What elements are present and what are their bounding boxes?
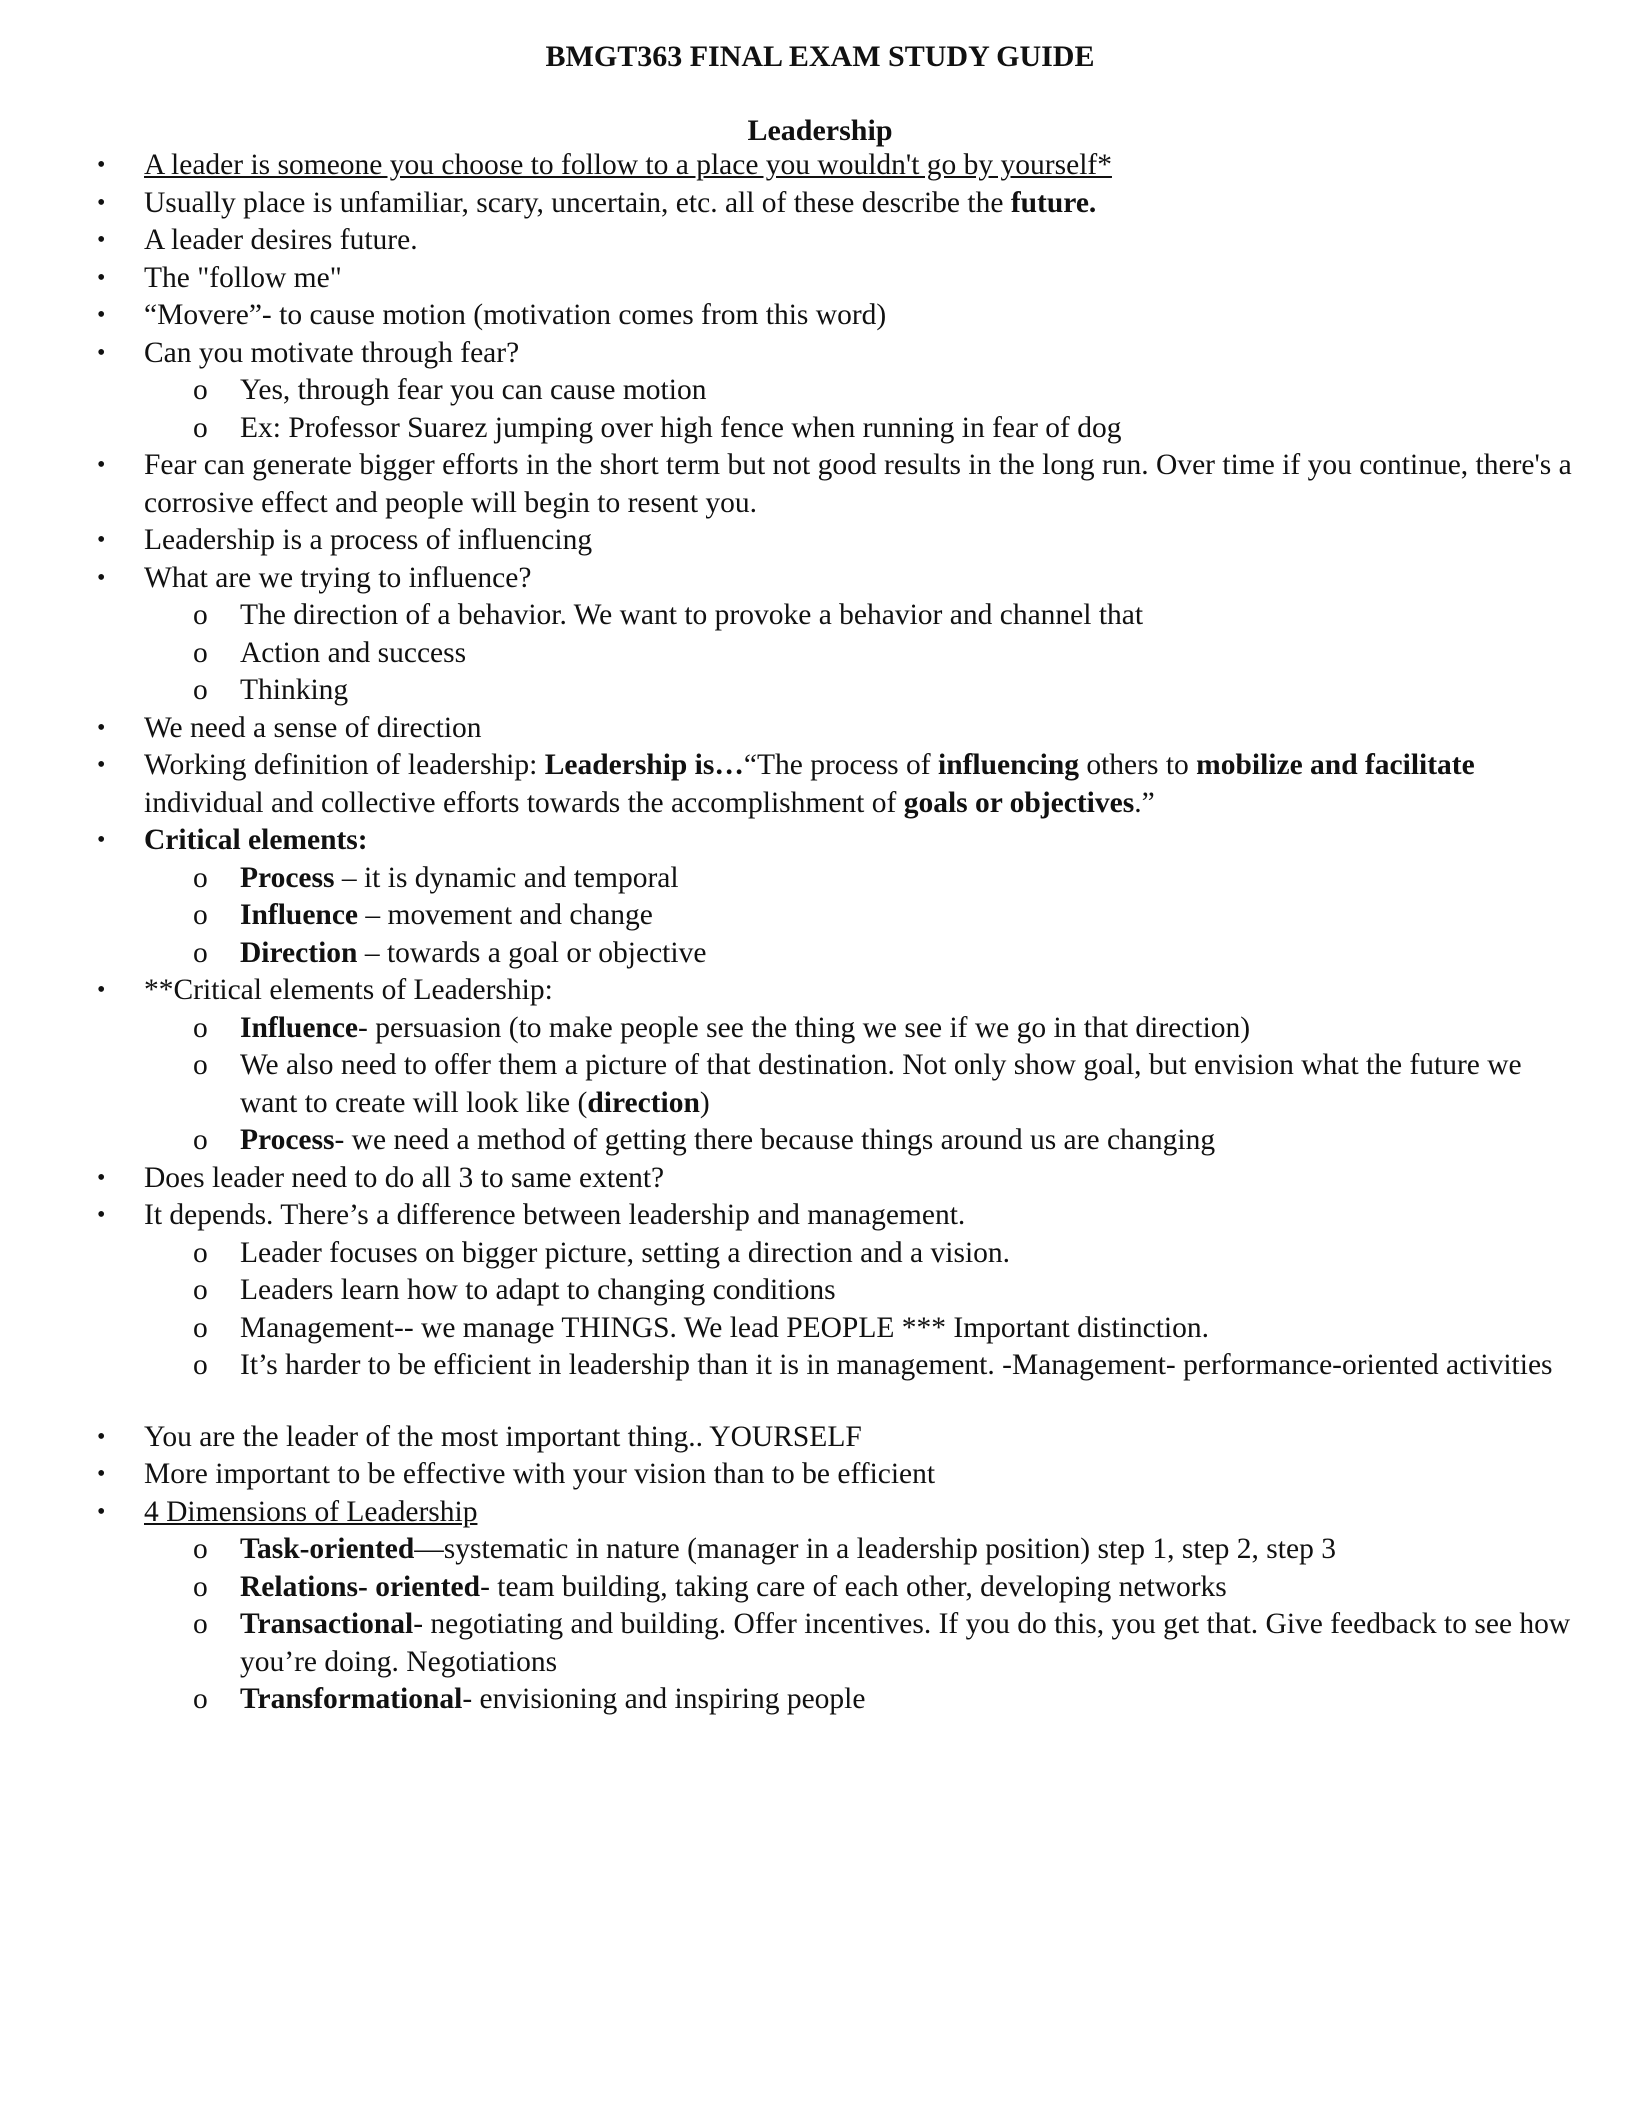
bullet-icon: • [97, 1202, 106, 1228]
bold-text: Direction [240, 936, 358, 969]
bullet-icon: • [97, 152, 106, 178]
bold-text: Process [240, 1124, 335, 1156]
item-text [144, 1458, 935, 1490]
text-run: – towards a goal or objective [357, 936, 707, 969]
document-title: BMGT363 FINAL EXAM STUDY GUIDE [545, 40, 1095, 73]
bold-text: Relations- oriented [240, 1570, 481, 1603]
text-run: It’s harder to be efficient in leadership than it is in management. -Management- performance-oriented activities [240, 1349, 1553, 1381]
text-run: A leader desires future. [144, 224, 418, 256]
item-text [240, 412, 1122, 444]
item-text [240, 1349, 1553, 1381]
text-run: – it is dynamic and temporal [334, 861, 679, 894]
bullet-item [0, 335, 1640, 373]
sub-bullet-item [0, 1531, 1640, 1569]
text-run: Yes, through fear you can cause motion [240, 374, 707, 406]
text-run: Ex: Professor Suarez jumping over high fence when running in fear of dog [240, 411, 1122, 444]
item-text [240, 1124, 1215, 1156]
sub-bullet-item [0, 372, 1640, 410]
sub-bullet-item [0, 1681, 1640, 1719]
sub-bullet-icon: o [193, 1533, 208, 1565]
sub-bullet-icon: o [193, 1124, 208, 1156]
item-text [240, 1608, 1570, 1678]
text-run: It depends. There’s a difference between leadership and management. [144, 1199, 966, 1231]
bullet-icon: • [97, 264, 106, 291]
sub-bullet-item [0, 597, 1640, 635]
text-run: others to [1078, 749, 1197, 781]
sub-bullet-icon: o [193, 411, 208, 444]
bold-text: Transactional [240, 1608, 414, 1640]
bold-text: Transformational [240, 1683, 463, 1715]
item-text [144, 562, 531, 594]
bullet-icon: • [97, 827, 106, 853]
sub-bullet-icon: o [193, 1011, 208, 1044]
bullet-item [0, 1197, 1640, 1235]
item-text [144, 149, 1112, 181]
bold-text: Process [240, 861, 335, 894]
sub-bullet-icon: o [193, 1274, 208, 1306]
bold-text: Leadership is… [544, 749, 744, 781]
text-run: We need a sense of direction [144, 711, 482, 744]
bullet-icon: • [97, 339, 106, 366]
sub-bullet-item [0, 1047, 1640, 1122]
item-text [144, 262, 342, 294]
bold-text: Critical elements: [144, 824, 368, 856]
sub-bullet-icon: o [193, 1608, 208, 1640]
bullet-icon: • [97, 1498, 106, 1525]
item-text [240, 1012, 1250, 1044]
sub-bullet-item [0, 1606, 1640, 1681]
bold-text: Influence [240, 1011, 358, 1044]
item-text [240, 674, 348, 706]
text-run: Thinking [240, 674, 349, 706]
text-run: – movement and change [358, 899, 653, 931]
text-run: “The process of [743, 749, 938, 781]
bullet-icon: • [97, 714, 106, 741]
bullet-icon: • [97, 189, 106, 216]
bullet-item [0, 222, 1640, 260]
item-text [240, 937, 706, 969]
item-text [240, 899, 653, 931]
sub-bullet-icon: o [193, 1349, 208, 1381]
item-text [144, 1199, 965, 1231]
text-run: Can you motivate through fear? [144, 336, 520, 369]
item-text [240, 1049, 1522, 1119]
bullet-item [0, 297, 1640, 335]
bullet-icon: • [97, 1164, 106, 1191]
item-text [144, 1421, 862, 1453]
bullet-item [0, 185, 1640, 223]
text-run: Leader focuses on bigger picture, setting a direction and a vision. [240, 1236, 1011, 1269]
text-run: Does leader need to do all 3 to same extent? [144, 1161, 665, 1194]
bullet-icon: • [97, 452, 106, 478]
sub-bullet-icon: o [193, 861, 208, 894]
text-run: Leadership is a process of influencing [144, 524, 593, 556]
text-run: - team building, taking care of each other, developing networks [480, 1570, 1227, 1603]
text-run: ) [699, 1086, 710, 1119]
bullet-item [0, 1456, 1640, 1494]
bullet-icon: • [97, 302, 106, 328]
text-run: Usually place is unfamiliar, scary, uncertain, etc. all of these describe the [144, 186, 1011, 219]
sub-bullet-icon: o [193, 899, 208, 931]
sub-bullet-icon: o [193, 1570, 208, 1603]
item-text [240, 862, 679, 894]
bullet-item [0, 522, 1640, 560]
item-text [144, 749, 1475, 819]
text-run: More important to be effective with your vision than to be efficient [144, 1458, 936, 1490]
sub-bullet-icon: o [193, 674, 208, 706]
sub-bullet-icon: o [193, 636, 208, 669]
section-heading: Leadership [747, 114, 893, 147]
text-run: Management-- we manage THINGS. We lead PEOPLE *** Important distinction. [240, 1311, 1210, 1344]
item-text [240, 1274, 836, 1306]
item-text [144, 824, 368, 856]
bold-text: goals or objectives [903, 786, 1135, 819]
sub-bullet-item [0, 1272, 1640, 1310]
sub-bullet-item [0, 935, 1640, 973]
bullet-icon: • [97, 1461, 106, 1487]
item-text [240, 1312, 1209, 1344]
text-run: What are we trying to influence? [144, 561, 532, 594]
bullet-item [0, 260, 1640, 298]
text-run: Working definition of leadership: [144, 749, 545, 781]
sub-bullet-item [0, 1569, 1640, 1607]
bullet-item [0, 560, 1640, 598]
bullet-item [0, 1494, 1640, 1532]
item-text [240, 1683, 865, 1715]
sub-bullet-icon: o [193, 1236, 208, 1269]
bullet-icon: • [97, 227, 106, 253]
bullet-icon: • [97, 564, 106, 591]
text-run: **Critical elements of Leadership: [144, 974, 553, 1006]
bullet-icon: • [97, 527, 106, 553]
sub-bullet-icon: o [193, 599, 208, 631]
text-run: “Movere”- to cause motion (motivation comes from this word) [144, 299, 887, 331]
sub-bullet-item [0, 1310, 1640, 1348]
sub-bullet-item [0, 897, 1640, 935]
item-text [240, 599, 1143, 631]
item-text [240, 637, 466, 669]
text-run: Fear can generate bigger efforts in the short term but not good results in the long run. Over time if you continue, there's a corrosive effect and people will begin to resent you. [144, 449, 1572, 519]
bold-text: Influence [240, 899, 358, 931]
item-text [144, 1496, 477, 1528]
sub-bullet-icon: o [193, 1049, 208, 1081]
sub-bullet-icon: o [193, 1683, 208, 1715]
text-run: Leaders learn how to adapt to changing conditions [240, 1274, 836, 1306]
sub-bullet-item [0, 635, 1640, 673]
text-run: - negotiating and building. Offer incentives. If you do this, you get that. Give feedback to see how you’re doing. Negotiations [240, 1608, 1571, 1678]
item-text [144, 524, 592, 556]
sub-bullet-item [0, 1347, 1640, 1385]
item-text [240, 374, 706, 406]
text-run: The direction of a behavior. We want to provoke a behavior and channel that [240, 599, 1144, 631]
item-text [144, 974, 553, 1006]
text-run: .” [1134, 786, 1155, 819]
item-text [240, 1533, 1336, 1565]
bold-text: future. [1010, 186, 1097, 219]
text-run: —systematic in nature (manager in a leadership position) step 1, step 2, step 3 [414, 1533, 1336, 1565]
sub-bullet-item [0, 860, 1640, 898]
text-run: - persuasion (to make people see the thing we see if we go in that direction) [358, 1011, 1251, 1044]
item-text [144, 449, 1572, 519]
text-run: The "follow me" [144, 261, 342, 294]
bold-text: influencing [938, 749, 1079, 781]
text-run: You are the leader of the most important thing.. YOURSELF [144, 1420, 862, 1453]
bullet-item [0, 147, 1640, 185]
bullet-item [0, 710, 1640, 748]
bullet-item [0, 822, 1640, 860]
bullet-item [0, 447, 1640, 522]
item-text [240, 1571, 1227, 1603]
text-run: - envisioning and inspiring people [462, 1683, 866, 1715]
item-text [144, 299, 886, 331]
sub-bullet-icon: o [193, 374, 208, 406]
sub-bullet-icon: o [193, 1311, 208, 1344]
bullet-item [0, 1160, 1640, 1198]
sub-bullet-item [0, 1122, 1640, 1160]
notes-list [0, 147, 1640, 1719]
text-run: - we need a method of getting there because things around us are changing [334, 1124, 1216, 1156]
bold-text: Task-oriented [240, 1533, 415, 1565]
text-run: We also need to offer them a picture of that destination. Not only show goal, but envision what the future we want to create will look like ( [240, 1049, 1522, 1119]
bullet-icon: • [97, 752, 106, 778]
bold-text: direction [587, 1086, 700, 1119]
item-text [144, 187, 1096, 219]
item-text [144, 712, 482, 744]
underlined-text: A leader is someone you choose to follow to a place you wouldn't go by yourself* [144, 149, 1112, 181]
bullet-item [0, 1419, 1640, 1457]
sub-bullet-item [0, 1235, 1640, 1273]
item-text [144, 224, 418, 256]
text-run: Action and success [240, 636, 467, 669]
bullet-icon: • [97, 1423, 106, 1450]
item-text [144, 337, 519, 369]
sub-bullet-item [0, 1010, 1640, 1048]
underlined-text: 4 Dimensions of Leadership [144, 1495, 478, 1528]
blank-line [0, 1385, 1640, 1419]
bullet-item [0, 972, 1640, 1010]
bullet-item [0, 747, 1640, 822]
item-text [144, 1162, 664, 1194]
text-run: individual and collective efforts towards the accomplishment of [144, 786, 904, 819]
item-text [240, 1237, 1010, 1269]
bold-text: mobilize and facilitate [1196, 749, 1475, 781]
sub-bullet-item [0, 672, 1640, 710]
bullet-icon: • [97, 977, 106, 1003]
sub-bullet-icon: o [193, 936, 208, 969]
sub-bullet-item [0, 410, 1640, 448]
